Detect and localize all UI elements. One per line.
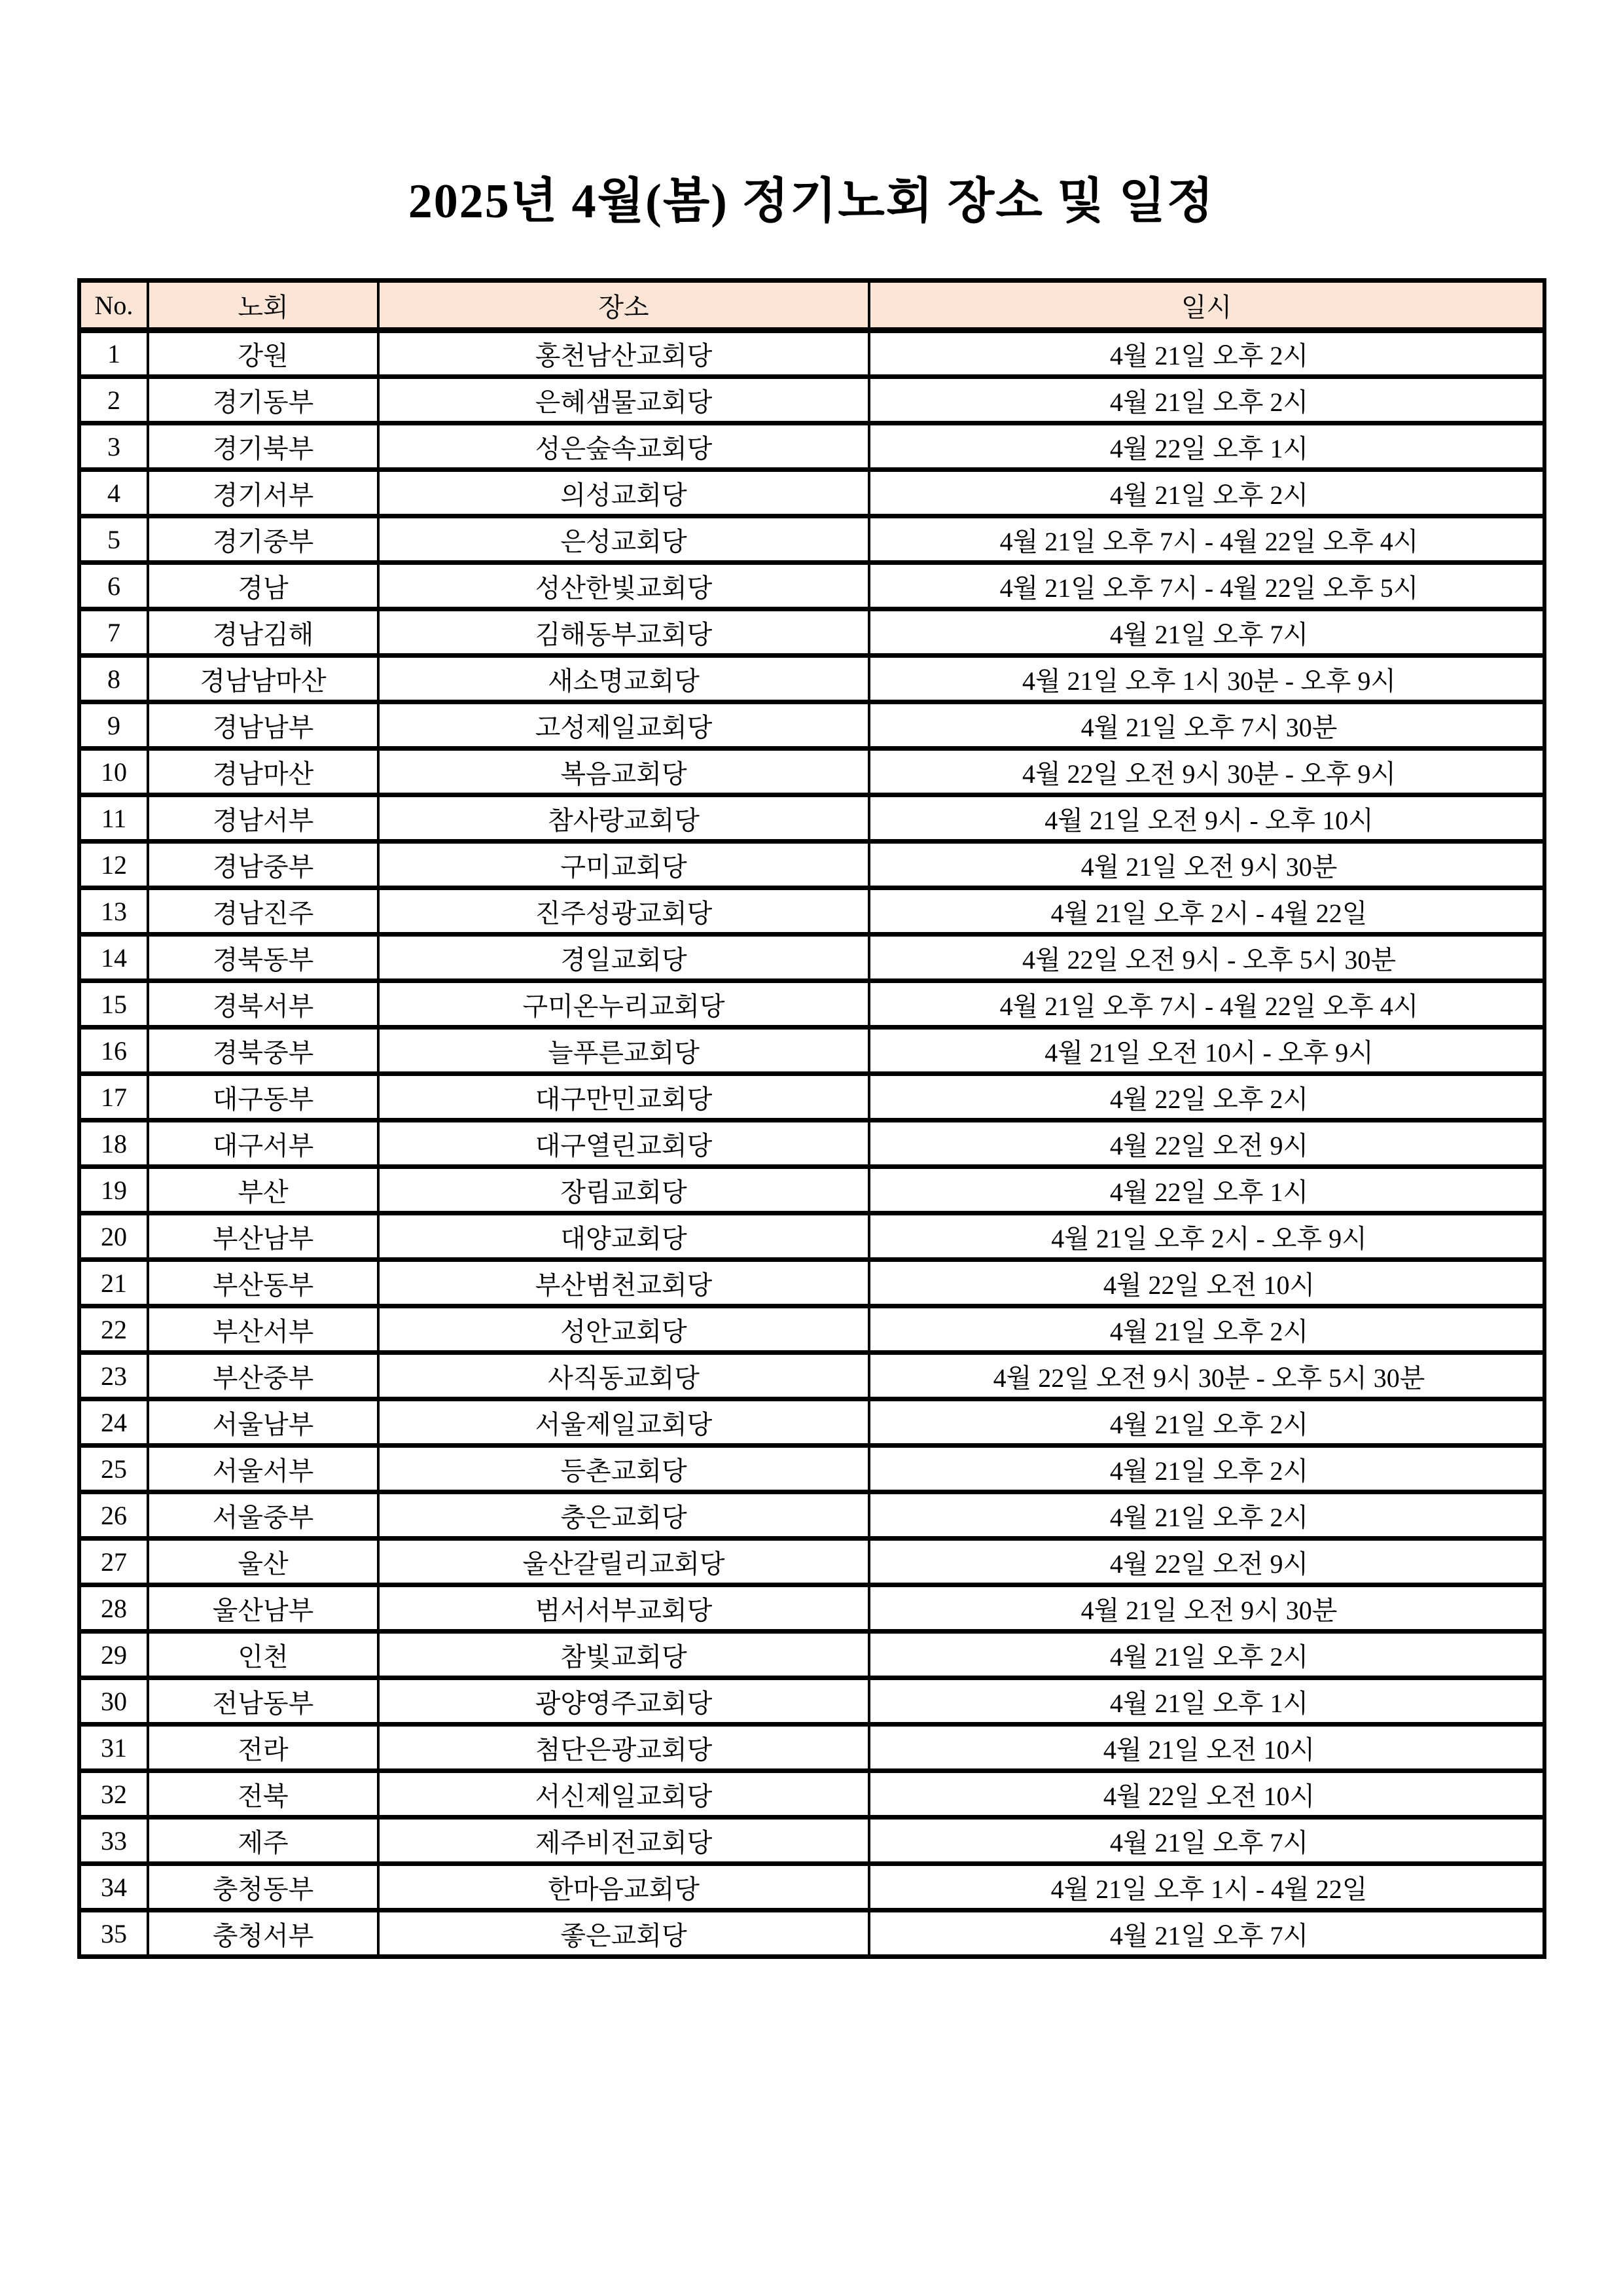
table-row <box>79 1585 1544 1632</box>
cell-place: 복음교회당 <box>378 749 869 795</box>
cell-place: 범서서부교회당 <box>378 1585 869 1632</box>
cell-datetime: 4월 21일 오후 7시 30분 <box>869 702 1544 749</box>
cell-presbytery: 전남동부 <box>148 1678 378 1725</box>
cell-presbytery: 경기중부 <box>148 516 378 563</box>
cell-presbytery: 경남진주 <box>148 888 378 935</box>
cell-presbytery: 경기북부 <box>148 423 378 470</box>
cell-datetime: 4월 22일 오후 1시 <box>869 1167 1544 1213</box>
cell-no: 30 <box>79 1678 148 1725</box>
cell-presbytery: 충청동부 <box>148 1864 378 1910</box>
header-row <box>79 281 1544 331</box>
cell-no: 18 <box>79 1121 148 1167</box>
cell-no: 19 <box>79 1167 148 1213</box>
cell-datetime: 4월 21일 오후 2시 <box>869 1632 1544 1678</box>
cell-place: 사직동교회당 <box>378 1353 869 1399</box>
table-row <box>79 516 1544 563</box>
table-row <box>79 1213 1544 1260</box>
table-row <box>79 656 1544 702</box>
cell-datetime: 4월 21일 오후 1시 - 4월 22일 <box>869 1864 1544 1910</box>
table-row <box>79 470 1544 516</box>
cell-no: 25 <box>79 1446 148 1492</box>
cell-no: 15 <box>79 981 148 1028</box>
table-row <box>79 1864 1544 1910</box>
cell-no: 9 <box>79 702 148 749</box>
column-header-datetime: 일시 <box>869 281 1544 331</box>
cell-presbytery: 경남중부 <box>148 842 378 888</box>
cell-presbytery: 전북 <box>148 1771 378 1818</box>
cell-datetime: 4월 22일 오전 9시 <box>869 1121 1544 1167</box>
cell-no: 27 <box>79 1539 148 1585</box>
table-row <box>79 1632 1544 1678</box>
cell-datetime: 4월 21일 오전 10시 <box>869 1725 1544 1771</box>
cell-place: 한마음교회당 <box>378 1864 869 1910</box>
cell-datetime: 4월 21일 오후 2시 <box>869 1446 1544 1492</box>
cell-place: 새소명교회당 <box>378 656 869 702</box>
cell-presbytery: 부산서부 <box>148 1306 378 1353</box>
cell-place: 참사랑교회당 <box>378 795 869 842</box>
page-title: 2025년 4월(봄) 정기노회 장소 및 일정 <box>408 175 1215 228</box>
cell-no: 17 <box>79 1074 148 1121</box>
cell-presbytery: 서울서부 <box>148 1446 378 1492</box>
cell-presbytery: 경남남부 <box>148 702 378 749</box>
cell-datetime: 4월 21일 오후 1시 <box>869 1678 1544 1725</box>
cell-no: 26 <box>79 1492 148 1539</box>
cell-place: 은혜샘물교회당 <box>378 377 869 423</box>
cell-place: 대구열린교회당 <box>378 1121 869 1167</box>
cell-presbytery: 경기서부 <box>148 470 378 516</box>
table-row <box>79 1539 1544 1585</box>
cell-datetime: 4월 21일 오후 1시 30분 - 오후 9시 <box>869 656 1544 702</box>
table-row <box>79 702 1544 749</box>
cell-no: 2 <box>79 377 148 423</box>
cell-no: 8 <box>79 656 148 702</box>
cell-presbytery: 경남김해 <box>148 609 378 656</box>
cell-place: 늘푸른교회당 <box>378 1028 869 1074</box>
cell-place: 첨단은광교회당 <box>378 1725 869 1771</box>
cell-datetime: 4월 21일 오후 2시 <box>869 1399 1544 1446</box>
cell-datetime: 4월 21일 오후 7시 - 4월 22일 오후 4시 <box>869 516 1544 563</box>
cell-presbytery: 서울중부 <box>148 1492 378 1539</box>
cell-presbytery: 부산 <box>148 1167 378 1213</box>
cell-presbytery: 충청서부 <box>148 1910 378 1957</box>
table-row <box>79 1771 1544 1818</box>
cell-datetime: 4월 21일 오후 7시 - 4월 22일 오후 4시 <box>869 981 1544 1028</box>
cell-datetime: 4월 21일 오전 9시 30분 <box>869 842 1544 888</box>
cell-datetime: 4월 21일 오후 2시 - 4월 22일 <box>869 888 1544 935</box>
table-row <box>79 1306 1544 1353</box>
cell-datetime: 4월 21일 오후 7시 - 4월 22일 오후 5시 <box>869 563 1544 609</box>
cell-no: 14 <box>79 935 148 981</box>
cell-datetime: 4월 21일 오전 10시 - 오후 9시 <box>869 1028 1544 1074</box>
cell-presbytery: 경남서부 <box>148 795 378 842</box>
cell-presbytery: 경남 <box>148 563 378 609</box>
column-header-no: No. <box>79 281 148 331</box>
table-header <box>79 281 1544 331</box>
cell-no: 4 <box>79 470 148 516</box>
table-row <box>79 609 1544 656</box>
cell-no: 12 <box>79 842 148 888</box>
cell-no: 10 <box>79 749 148 795</box>
cell-presbytery: 울산남부 <box>148 1585 378 1632</box>
cell-presbytery: 울산 <box>148 1539 378 1585</box>
cell-place: 서울제일교회당 <box>378 1399 869 1446</box>
cell-presbytery: 경북서부 <box>148 981 378 1028</box>
cell-place: 충은교회당 <box>378 1492 869 1539</box>
cell-presbytery: 대구동부 <box>148 1074 378 1121</box>
schedule-table <box>77 278 1546 1959</box>
cell-presbytery: 제주 <box>148 1818 378 1864</box>
cell-place: 고성제일교회당 <box>378 702 869 749</box>
table-row <box>79 1818 1544 1864</box>
column-header-presbytery: 노회 <box>148 281 378 331</box>
cell-no: 31 <box>79 1725 148 1771</box>
cell-datetime: 4월 22일 오후 1시 <box>869 423 1544 470</box>
cell-no: 35 <box>79 1910 148 1957</box>
cell-place: 제주비전교회당 <box>378 1818 869 1864</box>
cell-place: 은성교회당 <box>378 516 869 563</box>
cell-no: 1 <box>79 331 148 377</box>
table-row <box>79 981 1544 1028</box>
cell-no: 32 <box>79 1771 148 1818</box>
table-row <box>79 1446 1544 1492</box>
cell-place: 구미교회당 <box>378 842 869 888</box>
cell-no: 33 <box>79 1818 148 1864</box>
cell-place: 광양영주교회당 <box>378 1678 869 1725</box>
cell-place: 참빛교회당 <box>378 1632 869 1678</box>
cell-no: 5 <box>79 516 148 563</box>
table-row <box>79 1260 1544 1306</box>
cell-place: 장림교회당 <box>378 1167 869 1213</box>
table-row <box>79 1492 1544 1539</box>
table-row <box>79 563 1544 609</box>
cell-place: 부산범천교회당 <box>378 1260 869 1306</box>
cell-no: 23 <box>79 1353 148 1399</box>
cell-presbytery: 강원 <box>148 331 378 377</box>
cell-place: 좋은교회당 <box>378 1910 869 1957</box>
cell-presbytery: 경기동부 <box>148 377 378 423</box>
cell-datetime: 4월 22일 오전 9시 30분 - 오후 5시 30분 <box>869 1353 1544 1399</box>
cell-presbytery: 경북동부 <box>148 935 378 981</box>
cell-datetime: 4월 21일 오후 2시 <box>869 1306 1544 1353</box>
cell-place: 대구만민교회당 <box>378 1074 869 1121</box>
cell-datetime: 4월 22일 오전 10시 <box>869 1260 1544 1306</box>
cell-no: 13 <box>79 888 148 935</box>
cell-presbytery: 전라 <box>148 1725 378 1771</box>
cell-presbytery: 부산남부 <box>148 1213 378 1260</box>
cell-no: 34 <box>79 1864 148 1910</box>
cell-place: 홍천남산교회당 <box>378 331 869 377</box>
cell-no: 6 <box>79 563 148 609</box>
cell-place: 대양교회당 <box>378 1213 869 1260</box>
table-row <box>79 1678 1544 1725</box>
cell-no: 11 <box>79 795 148 842</box>
table-row <box>79 749 1544 795</box>
cell-no: 21 <box>79 1260 148 1306</box>
cell-place: 의성교회당 <box>378 470 869 516</box>
cell-presbytery: 서울남부 <box>148 1399 378 1446</box>
cell-presbytery: 경남남마산 <box>148 656 378 702</box>
table-row <box>79 377 1544 423</box>
table-row <box>79 888 1544 935</box>
cell-datetime: 4월 21일 오후 7시 <box>869 1818 1544 1864</box>
table-row <box>79 1399 1544 1446</box>
table-row <box>79 795 1544 842</box>
cell-presbytery: 경남마산 <box>148 749 378 795</box>
cell-no: 16 <box>79 1028 148 1074</box>
table-body <box>79 331 1544 1957</box>
cell-no: 3 <box>79 423 148 470</box>
column-header-place: 장소 <box>378 281 869 331</box>
cell-place: 서신제일교회당 <box>378 1771 869 1818</box>
cell-datetime: 4월 21일 오후 7시 <box>869 609 1544 656</box>
cell-datetime: 4월 22일 오전 9시 <box>869 1539 1544 1585</box>
cell-place: 경일교회당 <box>378 935 869 981</box>
cell-no: 29 <box>79 1632 148 1678</box>
cell-place: 진주성광교회당 <box>378 888 869 935</box>
cell-datetime: 4월 21일 오후 2시 <box>869 331 1544 377</box>
cell-datetime: 4월 21일 오후 2시 - 오후 9시 <box>869 1213 1544 1260</box>
cell-no: 20 <box>79 1213 148 1260</box>
cell-datetime: 4월 21일 오전 9시 30분 <box>869 1585 1544 1632</box>
table-row <box>79 1910 1544 1957</box>
cell-datetime: 4월 21일 오후 2시 <box>869 1492 1544 1539</box>
table-row <box>79 1353 1544 1399</box>
table-row <box>79 1028 1544 1074</box>
cell-presbytery: 부산중부 <box>148 1353 378 1399</box>
cell-place: 구미온누리교회당 <box>378 981 869 1028</box>
cell-place: 성은숲속교회당 <box>378 423 869 470</box>
cell-no: 28 <box>79 1585 148 1632</box>
cell-datetime: 4월 21일 오후 2시 <box>869 470 1544 516</box>
table-row <box>79 935 1544 981</box>
cell-datetime: 4월 22일 오전 10시 <box>869 1771 1544 1818</box>
cell-place: 등촌교회당 <box>378 1446 869 1492</box>
cell-place: 성산한빛교회당 <box>378 563 869 609</box>
cell-datetime: 4월 22일 오전 9시 30분 - 오후 9시 <box>869 749 1544 795</box>
cell-presbytery: 경북중부 <box>148 1028 378 1074</box>
cell-presbytery: 인천 <box>148 1632 378 1678</box>
cell-place: 성안교회당 <box>378 1306 869 1353</box>
table-row <box>79 1121 1544 1167</box>
cell-no: 7 <box>79 609 148 656</box>
cell-no: 24 <box>79 1399 148 1446</box>
cell-datetime: 4월 22일 오후 2시 <box>869 1074 1544 1121</box>
cell-place: 울산갈릴리교회당 <box>378 1539 869 1585</box>
cell-presbytery: 부산동부 <box>148 1260 378 1306</box>
table-row <box>79 1725 1544 1771</box>
cell-datetime: 4월 21일 오후 2시 <box>869 377 1544 423</box>
cell-datetime: 4월 21일 오후 7시 <box>869 1910 1544 1957</box>
cell-no: 22 <box>79 1306 148 1353</box>
table-row <box>79 1074 1544 1121</box>
table-row <box>79 423 1544 470</box>
table-row <box>79 331 1544 377</box>
table-row <box>79 1167 1544 1213</box>
cell-datetime: 4월 22일 오전 9시 - 오후 5시 30분 <box>869 935 1544 981</box>
table-row <box>79 842 1544 888</box>
cell-presbytery: 대구서부 <box>148 1121 378 1167</box>
cell-datetime: 4월 21일 오전 9시 - 오후 10시 <box>869 795 1544 842</box>
cell-place: 김해동부교회당 <box>378 609 869 656</box>
